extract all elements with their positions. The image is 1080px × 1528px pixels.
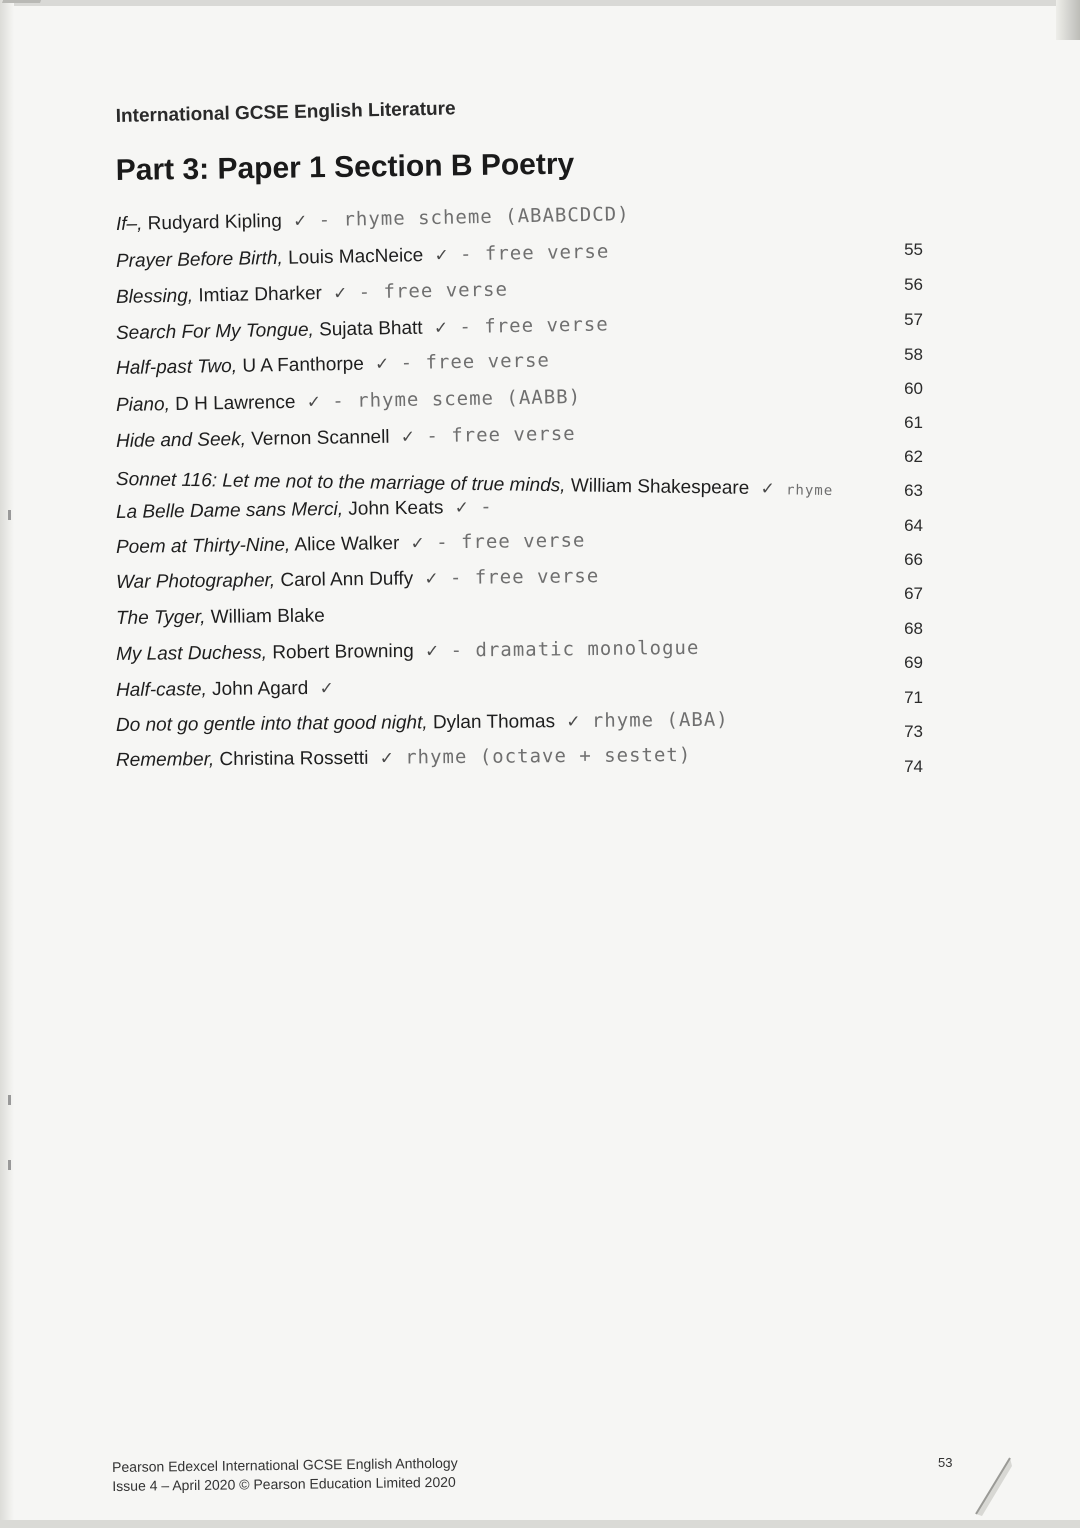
toc-entry (116, 232, 936, 274)
poem-title: Half-past Two, (115, 355, 238, 379)
poem-title: War Photographer, (115, 570, 276, 593)
page-number: 53 (938, 1455, 953, 1470)
poem-title: If–, (115, 213, 143, 235)
handwritten-note: - dramatic monologue (450, 636, 700, 662)
toc-page-number: 71 (904, 688, 923, 707)
handwritten-note: rhyme (octave + sestet) (405, 743, 692, 769)
poem-author: John Agard (211, 677, 309, 700)
toc-entry (116, 378, 936, 418)
handwritten-note: rhyme (785, 482, 834, 500)
poem-author: Carol Ann Duffy (280, 568, 414, 591)
toc-entry (116, 595, 936, 631)
document-footer (112, 1454, 458, 1496)
poem-title: My Last Duchess, (115, 642, 268, 665)
toc-page-number: 61 (904, 413, 923, 432)
poem-title: Half-caste, (115, 679, 207, 701)
toc-page-number: 56 (904, 275, 923, 294)
poem-author: Alice Walker (294, 533, 400, 556)
handwritten-note: - free verse (459, 240, 610, 266)
poem-author: Dylan Thomas (432, 711, 556, 734)
poem-author: Robert Browning (272, 640, 414, 664)
poem-title: The Tyger, (115, 606, 206, 629)
toc-entry (116, 195, 936, 237)
toc-entry (116, 306, 936, 346)
poem-author: William Blake (210, 605, 325, 628)
poem-author: Sujata Bhatt (318, 317, 423, 341)
handwritten-note: - free verse (358, 278, 509, 304)
toc-entry (116, 632, 936, 667)
checkmark-icon: ✓ (454, 498, 470, 518)
poem-title: Hide and Seek, (115, 428, 247, 452)
poem-author: Rudyard Kipling (147, 210, 283, 235)
poem-author: Louis MacNeice (287, 245, 424, 269)
toc-entry (116, 705, 936, 738)
poem-title: Sonnet 116: Let me not to the marriage of true minds, (115, 469, 566, 497)
poem-author: Imtiaz Dharker (198, 283, 323, 307)
toc-page-number: 73 (904, 722, 923, 741)
poem-author: John Keats (348, 497, 444, 520)
poem-title: Blessing, (115, 285, 194, 308)
toc-page-number: 67 (904, 584, 923, 603)
poem-author: D H Lawrence (174, 391, 296, 415)
poem-title: Poem at Thirty-Nine, (115, 534, 291, 558)
toc-entry (116, 559, 936, 595)
handwritten-note: - free verse (449, 565, 600, 589)
page-curl-icon (972, 1456, 1012, 1518)
checkmark-icon: ✓ (424, 569, 439, 589)
toc-page-number: 68 (904, 619, 923, 638)
checkmark-icon: ✓ (306, 392, 322, 412)
poem-title: Prayer Before Birth, (115, 247, 284, 272)
footer-issue: Issue 4 – April 2020 © Pearson Education Limited 2020 (112, 1473, 456, 1494)
toc-page-number: 63 (904, 481, 923, 500)
toc-page-number: 57 (904, 310, 923, 329)
checkmark-icon: ✓ (292, 211, 308, 231)
checkmark-icon: ✓ (434, 245, 449, 265)
poem-author: U A Fanthorpe (242, 353, 364, 377)
section-title: Part 3: Paper 1 Section B Poetry (115, 147, 575, 188)
toc-page-number: 69 (904, 653, 923, 672)
handwritten-note: - free verse (459, 313, 609, 339)
toc-page-number: 62 (904, 447, 923, 466)
document-header: International GCSE English Literature (115, 98, 456, 128)
handwritten-note: - free verse (426, 422, 576, 448)
checkmark-icon: ✓ (400, 427, 416, 447)
poem-title: Remember, (115, 749, 215, 771)
poem-title: Search For My Tongue, (115, 319, 315, 344)
checkmark-icon: ✓ (424, 641, 440, 661)
poem-author: William Shakespeare (570, 475, 750, 499)
poem-title: La Belle Dame sans Merci, (115, 498, 344, 523)
handwritten-note: rhyme (ABA) (591, 708, 729, 732)
toc-entry (116, 268, 936, 310)
handwritten-note: - free verse (400, 349, 551, 375)
toc-page-number: 55 (904, 240, 923, 259)
checkmark-icon: ✓ (566, 711, 581, 732)
toc-page-number: 66 (904, 550, 923, 569)
toc-entry (116, 523, 936, 560)
toc-page-number: 58 (904, 345, 923, 364)
toc-page-number: 74 (904, 757, 923, 776)
poem-author: Christina Rossetti (219, 747, 369, 771)
toc-entry (116, 415, 936, 454)
handwritten-note: - rhyme sceme (AABB) (332, 385, 582, 413)
checkmark-icon: ✓ (332, 283, 348, 303)
checkmark-icon: ✓ (319, 678, 334, 698)
checkmark-icon: ✓ (433, 318, 449, 338)
footer-publication: Pearson Edexcel International GCSE English Anthology (112, 1454, 458, 1475)
handwritten-note: - rhyme scheme (ABABCDCD) (318, 203, 630, 232)
checkmark-icon: ✓ (760, 479, 775, 499)
toc-entry (116, 668, 936, 703)
toc-entry (116, 740, 936, 773)
poem-title: Piano, (115, 394, 171, 416)
toc-page-number: 64 (904, 516, 923, 535)
toc-entry (116, 341, 936, 381)
checkmark-icon: ✓ (374, 354, 390, 374)
checkmark-icon: ✓ (410, 533, 425, 553)
poem-author: Vernon Scannell (251, 426, 390, 450)
checkmark-icon: ✓ (379, 748, 394, 768)
handwritten-note: - free verse (435, 529, 586, 554)
toc-page-number: 60 (904, 379, 923, 398)
poem-title: Do not go gentle into that good night, (115, 712, 428, 736)
handwritten-note: - (480, 495, 493, 518)
